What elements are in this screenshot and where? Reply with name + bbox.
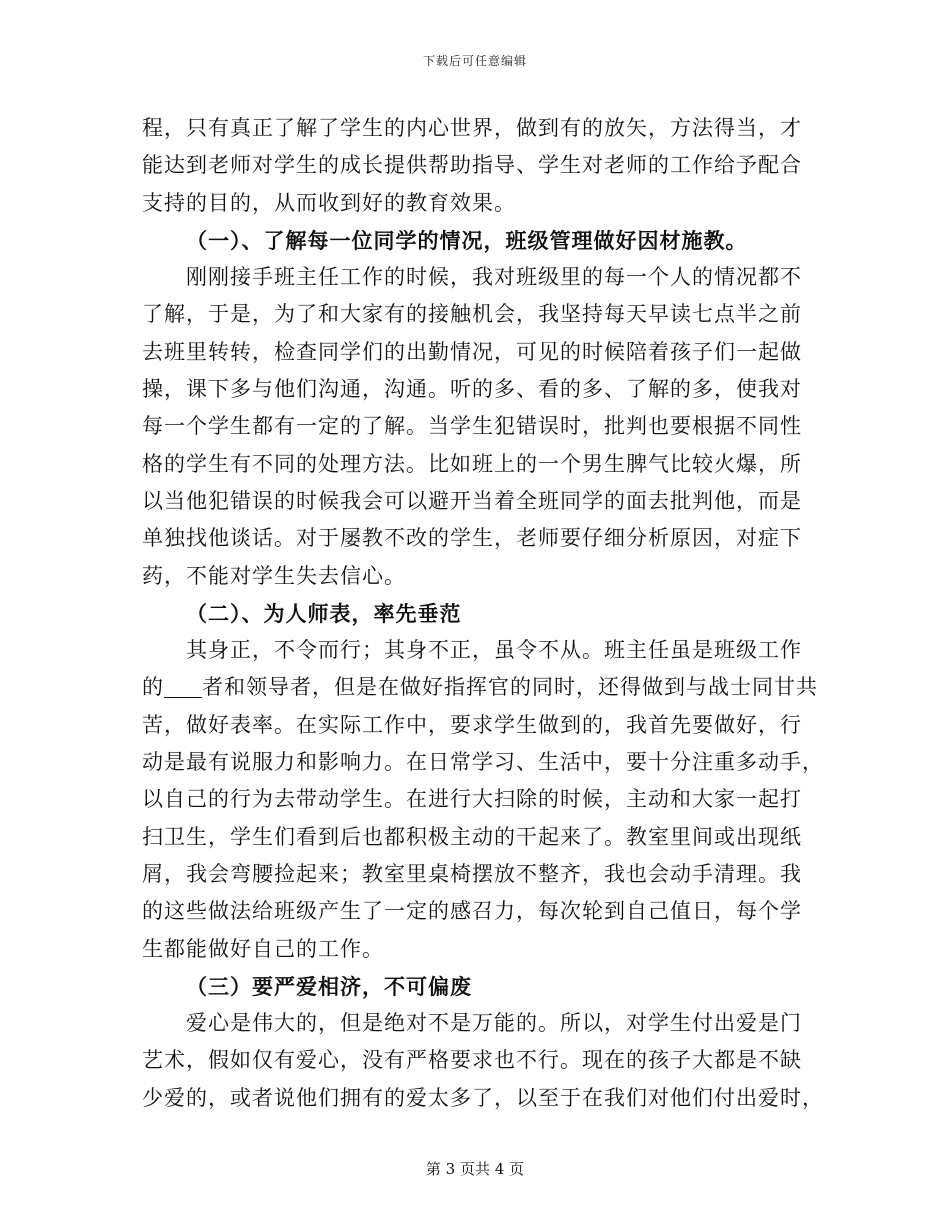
page-header: 下载后可任意编辑 bbox=[422, 54, 527, 68]
body-line: 以当他犯错误的时候我会可以避开当着全班同学的面去批判他，而是 bbox=[142, 488, 802, 513]
body-line: 单独找他谈话。对于屡教不改的学生，老师要仔细分析原因，对症下 bbox=[142, 526, 802, 551]
section-heading-1: （一）、了解每一位同学的情况，班级管理做好因材施教。 bbox=[186, 227, 748, 253]
blank-suffix: 者和领导者，但是在做好指挥官的同时，还得做到与战士同甘共 bbox=[202, 675, 818, 700]
body-line: 的这些做法给班级产生了一定的感召力，每次轮到自己值日，每个学 bbox=[142, 899, 802, 924]
body-line: 动是最有说服力和影响力。在日常学习、生活中，要十分注重多动手， bbox=[142, 750, 824, 775]
body-line: 去班里转转，检查同学们的出勤情况，可见的时候陪着孩子们一起做 bbox=[142, 339, 802, 364]
body-line: 苦，做好表率。在实际工作中，要求学生做到的，我首先要做好，行 bbox=[142, 712, 802, 737]
body-line: 每一个学生都有一定的了解。当学生犯错误时，批判也要根据不同性 bbox=[142, 414, 802, 439]
body-line: 生都能做好自己的工作。 bbox=[142, 936, 384, 961]
fill-in-blank bbox=[164, 675, 202, 698]
body-line: 刚刚接手班主任工作的时候，我对班级里的每一个人的情况都不 bbox=[186, 265, 802, 290]
body-line-with-blank bbox=[142, 669, 818, 706]
blank-prefix: 的 bbox=[142, 675, 164, 700]
body-line: 爱心是伟大的，但是绝对不是万能的。所以，对学生付出爱是门 bbox=[186, 1011, 802, 1036]
body-line: 程，只有真正了解了学生的内心世界，做到有的放矢，方法得当，才 bbox=[142, 116, 802, 140]
body-line: 以自己的行为去带动学生。在进行大扫除的时候，主动和大家一起打 bbox=[142, 787, 802, 812]
body-line: 屑，我会弯腰捡起来；教室里桌椅摆放不整齐，我也会动手清理。我 bbox=[142, 861, 802, 886]
body-line: 扫卫生，学生们看到后也都积极主动的干起来了。教室里间或出现纸 bbox=[142, 824, 802, 849]
body-line: 少爱的，或者说他们拥有的爱太多了，以至于在我们对他们付出爱时， bbox=[142, 1085, 824, 1110]
section-heading-3: （三）要严爱相济，不可偏废 bbox=[186, 973, 472, 999]
body-line: 其身正，不令而行；其身不正，虽令不从。班主任虽是班级工作 bbox=[186, 638, 802, 663]
body-line: 了解，于是，为了和大家有的接触机会，我坚持每天早读七点半之前 bbox=[142, 302, 802, 327]
body-line: 操，课下多与他们沟通，沟通。听的多、看的多、了解的多，使我对 bbox=[142, 377, 802, 402]
body-line: 药，不能对学生失去信心。 bbox=[142, 563, 406, 588]
body-line: 能达到老师对学生的成长提供帮助指导、学生对老师的工作给予配合 bbox=[142, 153, 802, 178]
document-body bbox=[142, 110, 824, 1117]
section-heading-2: （二）、为人师表，率先垂范 bbox=[186, 600, 462, 626]
body-line: 艺术，假如仅有爱心，没有严格要求也不行。现在的孩子大都是不缺 bbox=[142, 1048, 802, 1073]
body-line: 支持的目的，从而收到好的教育效果。 bbox=[142, 190, 516, 215]
page-number: 第 3 页共 4 页 bbox=[425, 1160, 525, 1178]
body-line: 格的学生有不同的处理方法。比如班上的一个男生脾气比较火爆，所 bbox=[142, 451, 802, 476]
